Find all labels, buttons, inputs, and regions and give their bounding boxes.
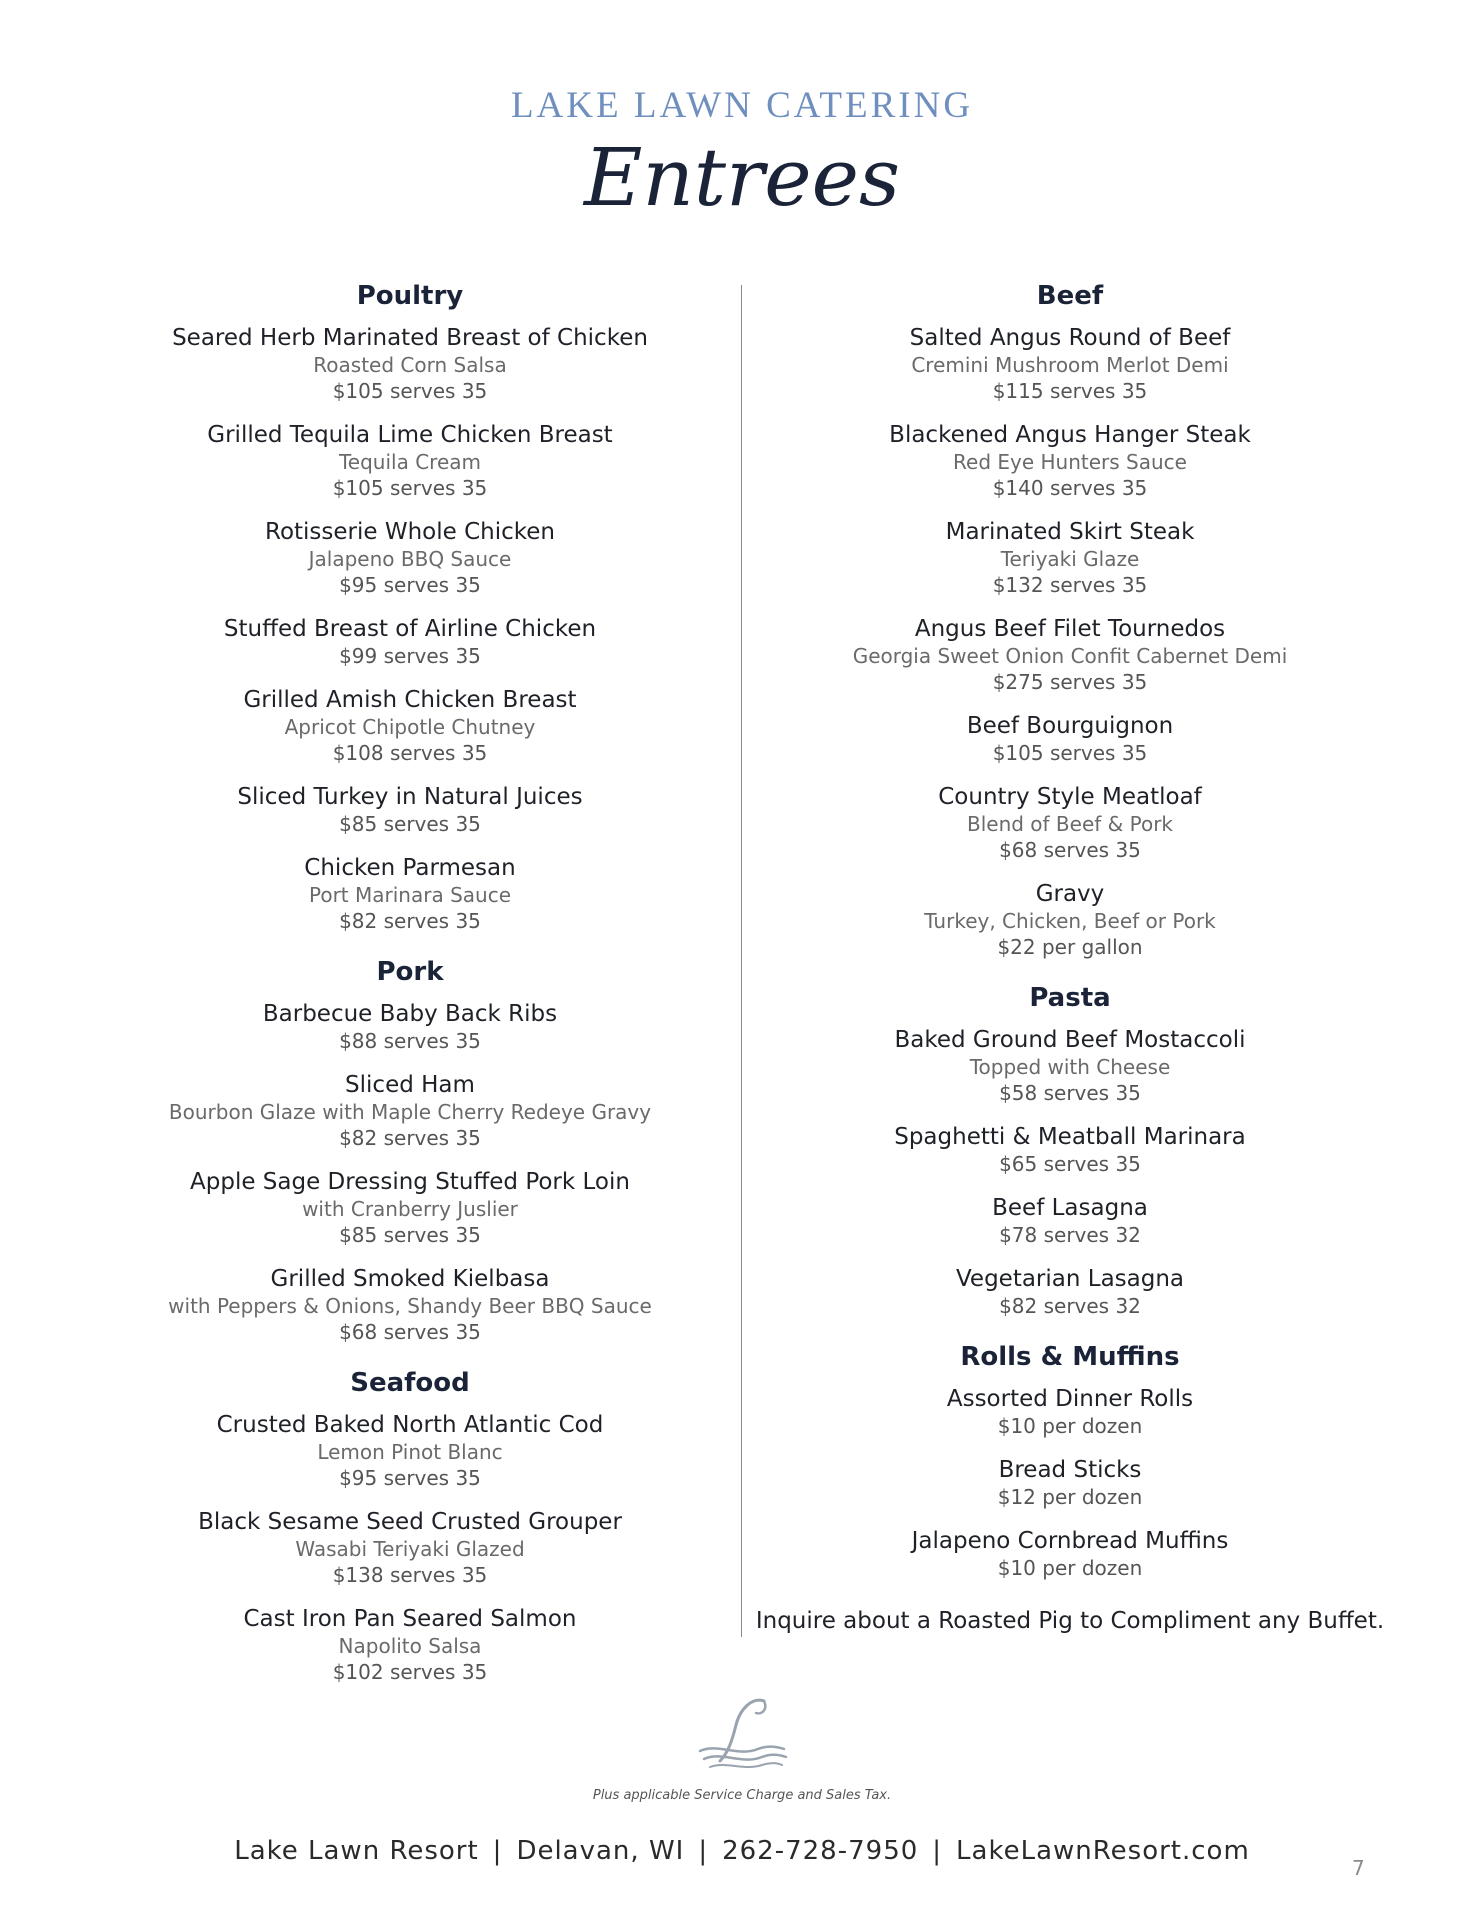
item-desc: Teriyaki Glaze	[1000, 547, 1140, 571]
footer-website[interactable]: LakeLawnResort.com	[956, 1836, 1250, 1866]
left-column	[110, 276, 710, 1703]
item-price: $105 serves 35	[332, 476, 488, 500]
item-price: $82 serves 35	[339, 1126, 481, 1150]
item-name: Cast Iron Pan Seared Salmon	[243, 1606, 577, 1632]
menu-item	[770, 1194, 1370, 1248]
menu-item	[110, 1000, 710, 1054]
tax-note: Plus applicable Service Charge and Sales Tax.	[592, 1788, 892, 1803]
menu-item	[770, 1265, 1370, 1319]
menu-item	[110, 783, 710, 837]
item-name: Assorted Dinner Rolls	[946, 1386, 1194, 1412]
section-title: Beef	[1036, 281, 1104, 311]
section-title: Pasta	[1029, 983, 1111, 1013]
item-name: Stuffed Breast of Airline Chicken	[223, 616, 597, 642]
item-name: Black Sesame Seed Crusted Grouper	[198, 1509, 622, 1535]
item-price: $115 serves 35	[992, 379, 1148, 403]
item-name: Sliced Turkey in Natural Juices	[237, 784, 583, 810]
item-name: Rotisserie Whole Chicken	[265, 519, 555, 545]
item-desc: Apricot Chipotle Chutney	[284, 715, 536, 739]
section-title: Rolls & Muffins	[960, 1342, 1180, 1372]
lake-lawn-logo-icon	[692, 1695, 792, 1775]
menu-item	[770, 518, 1370, 598]
item-desc: Roasted Corn Salsa	[313, 353, 507, 377]
menu-item	[770, 783, 1370, 863]
item-desc: Tequila Cream	[338, 450, 481, 474]
page-number: 7	[1352, 1856, 1365, 1880]
menu-item	[110, 1605, 710, 1685]
menu-item	[770, 1527, 1370, 1581]
item-price: $102 serves 35	[332, 1660, 488, 1684]
menu-item	[110, 686, 710, 766]
item-price: $65 serves 35	[999, 1152, 1141, 1176]
footer-separator: |	[932, 1836, 943, 1866]
item-price: $82 serves 32	[999, 1294, 1141, 1318]
section-title: Seafood	[350, 1368, 470, 1398]
item-name: Seared Herb Marinated Breast of Chicken	[172, 325, 648, 351]
item-name: Barbecue Baby Back Ribs	[262, 1001, 558, 1027]
column-divider	[741, 285, 742, 1637]
section-rolls-and-muffins	[770, 1337, 1370, 1581]
item-desc: Lemon Pinot Blanc	[317, 1440, 503, 1464]
item-desc: Turkey, Chicken, Beef or Pork	[924, 909, 1216, 933]
section-title: Poultry	[356, 281, 464, 311]
item-price: $105 serves 35	[332, 379, 488, 403]
item-name: Chicken Parmesan	[304, 855, 516, 881]
item-desc: with Peppers & Onions, Shandy Beer BBQ Sauce	[168, 1294, 652, 1318]
item-price: $138 serves 35	[332, 1563, 488, 1587]
item-name: Beef Bourguignon	[966, 713, 1174, 739]
item-name: Spaghetti & Meatball Marinara	[894, 1124, 1246, 1150]
section-poultry	[110, 276, 710, 934]
item-name: Bread Sticks	[998, 1457, 1142, 1483]
menu-item	[110, 324, 710, 404]
item-desc: Georgia Sweet Onion Confit Cabernet Demi	[852, 644, 1288, 668]
inquire-note: Inquire about a Roasted Pig to Compliment any Buffet.	[755, 1608, 1385, 1634]
section-pasta	[770, 978, 1370, 1319]
brand-header: LAKE LAWN CATERING	[510, 85, 974, 126]
item-desc: Red Eye Hunters Sauce	[953, 450, 1187, 474]
menu-item	[770, 1026, 1370, 1106]
item-name: Grilled Amish Chicken Breast	[243, 687, 577, 713]
menu-item	[110, 854, 710, 934]
item-price: $95 serves 35	[339, 573, 481, 597]
item-price: $140 serves 35	[992, 476, 1148, 500]
section-pork	[110, 952, 710, 1345]
item-name: Country Style Meatloaf	[938, 784, 1202, 810]
menu-item	[110, 1071, 710, 1151]
menu-item	[770, 880, 1370, 960]
item-desc: Cremini Mushroom Merlot Demi	[911, 353, 1229, 377]
item-name: Blackened Angus Hanger Steak	[889, 422, 1251, 448]
item-desc: Topped with Cheese	[969, 1055, 1171, 1079]
menu-item	[110, 1168, 710, 1248]
item-price: $82 serves 35	[339, 909, 481, 933]
item-name: Sliced Ham	[345, 1072, 475, 1098]
item-name: Apple Sage Dressing Stuffed Pork Loin	[190, 1169, 630, 1195]
item-price: $88 serves 35	[339, 1029, 481, 1053]
item-name: Vegetarian Lasagna	[955, 1266, 1185, 1292]
footer-location: Delavan, WI	[516, 1836, 685, 1866]
section-beef	[770, 276, 1370, 960]
item-name: Baked Ground Beef Mostaccoli	[894, 1027, 1246, 1053]
item-price: $12 per dozen	[997, 1485, 1143, 1509]
item-desc: Port Marinara Sauce	[309, 883, 511, 907]
item-desc: Wasabi Teriyaki Glazed	[295, 1537, 525, 1561]
item-price: $22 per gallon	[997, 935, 1143, 959]
menu-item	[110, 518, 710, 598]
footer-resort-name: Lake Lawn Resort	[234, 1836, 479, 1866]
item-desc: Jalapeno BBQ Sauce	[308, 547, 512, 571]
item-price: $108 serves 35	[332, 741, 488, 765]
item-price: $105 serves 35	[992, 741, 1148, 765]
item-price: $99 serves 35	[339, 644, 481, 668]
section-title: Pork	[376, 957, 444, 987]
menu-item	[110, 421, 710, 501]
menu-item	[770, 1385, 1370, 1439]
menu-item	[770, 421, 1370, 501]
item-price: $58 serves 35	[999, 1081, 1141, 1105]
item-price: $68 serves 35	[339, 1320, 481, 1344]
item-name: Gravy	[1035, 881, 1105, 907]
menu-item	[110, 1508, 710, 1588]
menu-item	[110, 615, 710, 669]
footer-phone: 262-728-7950	[722, 1836, 919, 1866]
item-name: Jalapeno Cornbread Muffins	[911, 1528, 1229, 1554]
item-price: $85 serves 35	[339, 1223, 481, 1247]
item-desc: Bourbon Glaze with Maple Cherry Redeye Gravy	[168, 1100, 652, 1124]
item-desc: Blend of Beef & Pork	[966, 812, 1173, 836]
footer-contact	[0, 1836, 1484, 1866]
section-seafood	[110, 1363, 710, 1685]
footer-separator: |	[492, 1836, 503, 1866]
menu-item	[770, 1456, 1370, 1510]
item-price: $10 per dozen	[997, 1556, 1143, 1580]
footer-separator: |	[698, 1836, 709, 1866]
item-price: $132 serves 35	[992, 573, 1148, 597]
menu-item	[110, 1265, 710, 1345]
item-price: $85 serves 35	[339, 812, 481, 836]
menu-item	[770, 712, 1370, 766]
page-title: Entrees	[583, 131, 901, 224]
item-name: Crusted Baked North Atlantic Cod	[216, 1412, 604, 1438]
item-price: $95 serves 35	[339, 1466, 481, 1490]
item-price: $10 per dozen	[997, 1414, 1143, 1438]
item-name: Salted Angus Round of Beef	[909, 325, 1231, 351]
item-name: Beef Lasagna	[992, 1195, 1148, 1221]
menu-item	[770, 615, 1370, 695]
item-name: Grilled Tequila Lime Chicken Breast	[207, 422, 613, 448]
item-price: $275 serves 35	[992, 670, 1148, 694]
item-name: Angus Beef Filet Tournedos	[914, 616, 1226, 642]
item-desc: with Cranberry Juslier	[302, 1197, 518, 1221]
right-column	[770, 276, 1370, 1599]
menu-item	[770, 1123, 1370, 1177]
item-name: Marinated Skirt Steak	[945, 519, 1195, 545]
menu-item	[770, 324, 1370, 404]
item-desc: Napolito Salsa	[338, 1634, 482, 1658]
item-name: Grilled Smoked Kielbasa	[270, 1266, 550, 1292]
item-price: $78 serves 32	[999, 1223, 1141, 1247]
menu-item	[110, 1411, 710, 1491]
item-price: $68 serves 35	[999, 838, 1141, 862]
